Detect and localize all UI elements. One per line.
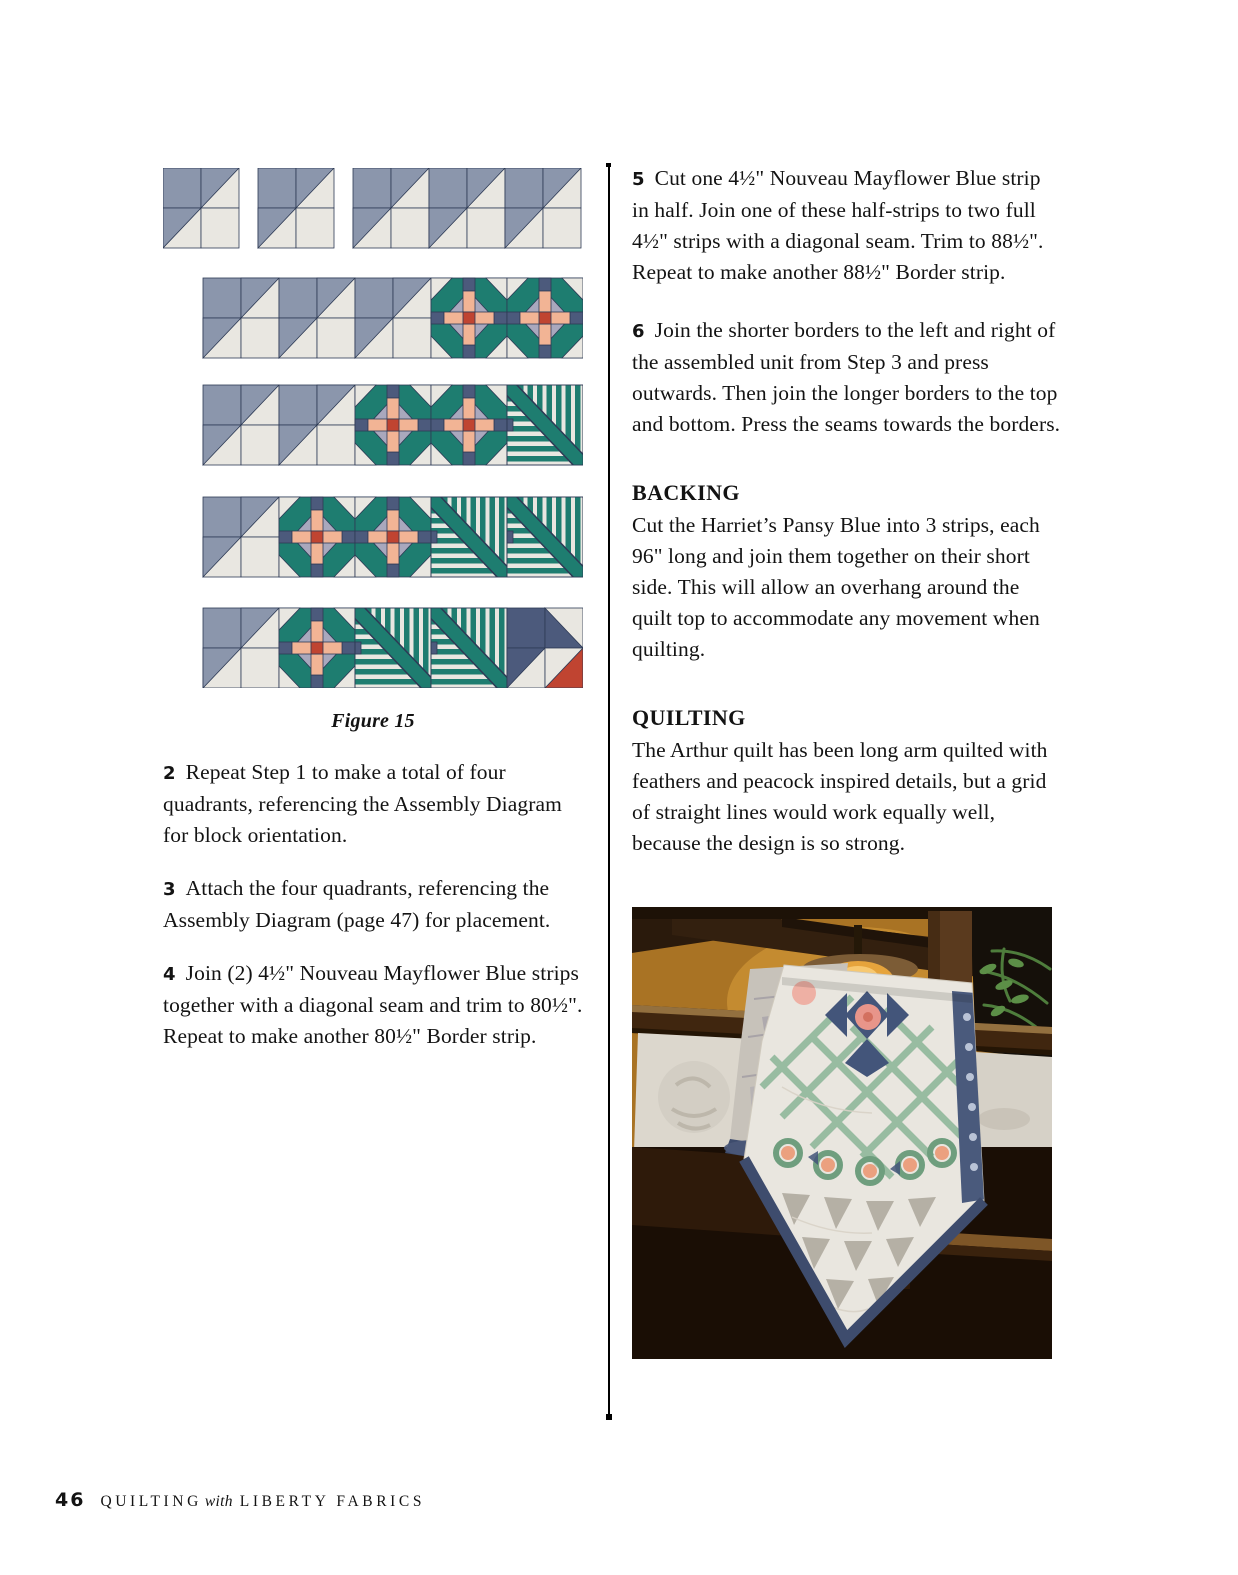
step-2 bbox=[163, 757, 583, 851]
page-number: 46 bbox=[55, 1489, 86, 1511]
figure-caption: Figure 15 bbox=[331, 710, 415, 732]
backing-heading: BACKING bbox=[632, 480, 740, 505]
quilting-text: The Arthur quilt has been long arm quilted with feathers and peacock inspired details, but a grid of straight lines would work equally well, because the design is so strong. bbox=[632, 738, 1048, 855]
backing-text: Cut the Harriet’s Pansy Blue into 3 strips, each 96" long and join them together on their short side. This will allow an overhang around the quilt top to accommodate any movement when quilting. bbox=[632, 513, 1040, 661]
step-4-text: Join (2) 4½" Nouveau Mayflower Blue strips together with a diagonal seam and trim to 80½". Repeat to make another 80½" Border strip. bbox=[163, 961, 583, 1048]
step-3 bbox=[163, 873, 583, 936]
left-column bbox=[163, 168, 583, 1074]
step-3-text: Attach the four quadrants, referencing the Assembly Diagram (page 47) for placement. bbox=[163, 876, 551, 932]
quilt-photo bbox=[632, 907, 1052, 1359]
column-divider-rule bbox=[608, 164, 610, 1418]
right-column bbox=[632, 163, 1062, 1359]
quilting-heading: QUILTING bbox=[632, 705, 746, 730]
figure-15-quilt-diagram bbox=[163, 168, 583, 688]
book-title-part2: LIBERTY FABRICS bbox=[239, 1493, 426, 1510]
step-2-number: 2 bbox=[163, 763, 176, 784]
step-5 bbox=[632, 163, 1062, 288]
step-2-text: Repeat Step 1 to make a total of four quadrants, referencing the Assembly Diagram for block orientation. bbox=[163, 760, 562, 847]
step-3-number: 3 bbox=[163, 879, 176, 900]
step-4-number: 4 bbox=[163, 964, 176, 985]
book-title-part1: QUILTING bbox=[100, 1493, 202, 1510]
step-6 bbox=[632, 315, 1062, 440]
step-5-number: 5 bbox=[632, 169, 645, 190]
page-footer bbox=[55, 1489, 425, 1511]
step-6-text: Join the shorter borders to the left and right of the assembled unit from Step 3 and press outwards. Then join the longer borders to the top and bottom. Press the seams towards the borders. bbox=[632, 318, 1061, 436]
step-5-text: Cut one 4½" Nouveau Mayflower Blue strip in half. Join one of these half-strips to two full 4½" strips with a diagonal seam. Trim to 88½". Repeat to make another 88½" Border strip. bbox=[632, 166, 1044, 284]
book-title-connector: with bbox=[204, 1493, 233, 1510]
step-4 bbox=[163, 958, 583, 1052]
step-6-number: 6 bbox=[632, 321, 645, 342]
